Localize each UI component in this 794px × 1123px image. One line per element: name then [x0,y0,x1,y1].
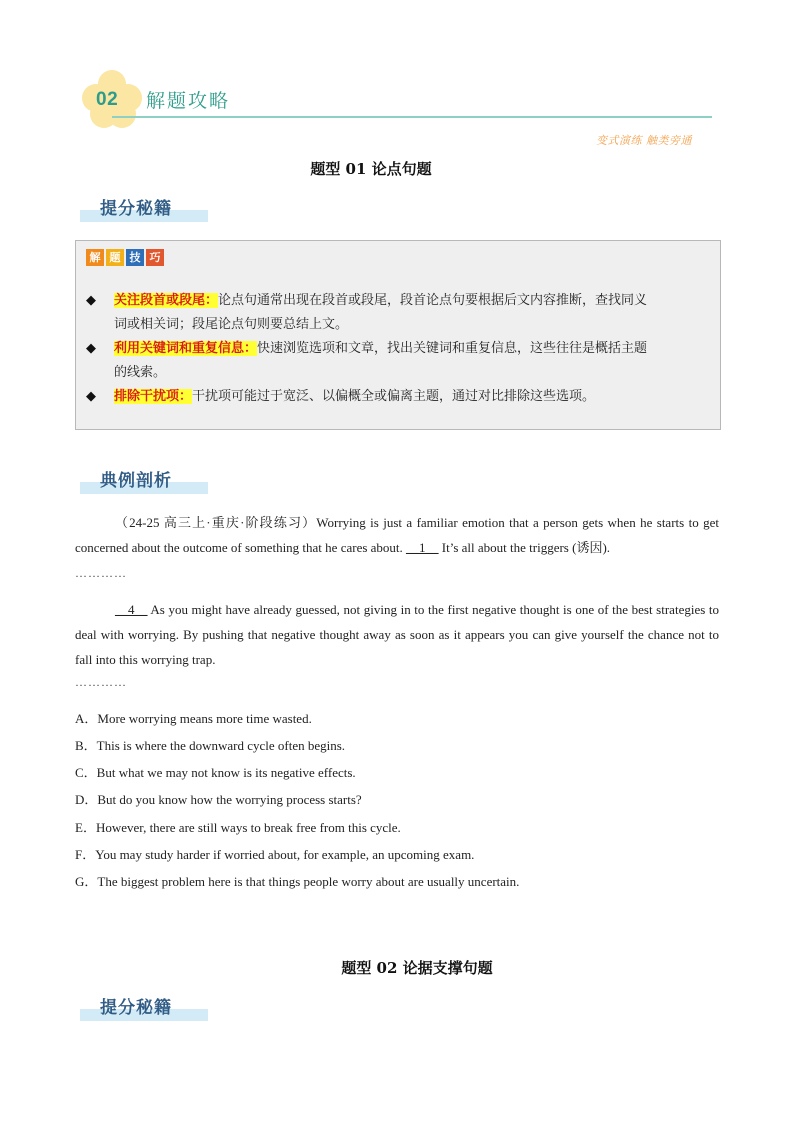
tips-chip: 解 [86,249,104,266]
ellipsis: ………… [75,566,127,580]
option-e: E．However, there are still ways to break free from this cycle. [75,820,401,835]
type2-tips-label: 提分秘籍 [80,993,210,1023]
tips-chips [86,249,164,266]
ellipsis: ………… [75,675,127,689]
example-paragraph-2: __4__ As you might have already guessed, not giving in to the first negative thought is one of the best strategies to deal with worrying. By pushing that negative thought away as soon as it appears you can give yourself the chance not to fall into this worrying trap. [75,602,719,667]
blank-4: __4__ [115,602,148,617]
example-source: （24-25 高三上·重庆·阶段练习） [115,515,317,530]
option-f: F．You may study harder if worried about, for example, an upcoming exam. [75,847,475,862]
tip-key: 关注段首或段尾： [114,293,219,308]
type1-title: 题型 01 论点句题 [310,160,432,178]
section-title: 解题攻略 [146,90,231,112]
tip-key: 排除干扰项： [114,389,193,404]
tip-text-cont: 的线索。 [114,365,167,380]
diamond-bullet-icon: ◆ [86,341,96,356]
header-tagline: 变式演练 触类旁通 [596,134,692,147]
tip-item [86,385,708,409]
tips-chip: 技 [126,249,144,266]
diamond-bullet-icon: ◆ [86,293,96,308]
type1-example-label: 典例剖析 [80,466,210,496]
tip-key: 利用关键词和重复信息： [114,341,258,356]
header-divider [112,116,712,118]
tips-box [75,240,721,430]
tip-text: 快速浏览选项和文章，找出关键词和重复信息，这些往往是概括主题 [257,341,648,356]
diamond-bullet-icon: ◆ [86,389,96,404]
type2-title: 题型 02 论据支撑句题 [341,959,493,977]
tip-text: 干扰项可能过于宽泛、以偏概全或偏离主题，通过对比排除这些选项。 [192,389,596,404]
option-d: D．But do you know how the worrying process starts? [75,792,362,807]
tip-item [86,289,708,337]
example-paragraph-1: （24-25 高三上·重庆·阶段练习）Worrying is just a familiar emotion that a person gets when he starts to get concerned about the outcome of something that he cares about. __1__ It’s all about the triggers (诱因). [75,515,719,555]
type1-tips-label: 提分秘籍 [80,194,210,224]
tip-text: 论点句通常出现在段首或段尾，段首论点句要根据后文内容推断，查找同义 [218,293,648,308]
option-a: A．More worrying means more time wasted. [75,711,312,726]
blank-1: __1__ [406,540,439,555]
tip-text-cont: 词或相关词；段尾论点句则要总结上文。 [114,317,349,332]
tips-chip: 巧 [146,249,164,266]
section-badge [82,70,142,130]
tip-item [86,337,708,385]
section-number: 02 [96,89,119,110]
tips-chip: 题 [106,249,124,266]
option-b: B．This is where the downward cycle often begins. [75,738,346,753]
option-g: G．The biggest problem here is that things people worry about are usually uncertain. [75,874,520,889]
option-c: C．But what we may not know is its negative effects. [75,765,356,780]
